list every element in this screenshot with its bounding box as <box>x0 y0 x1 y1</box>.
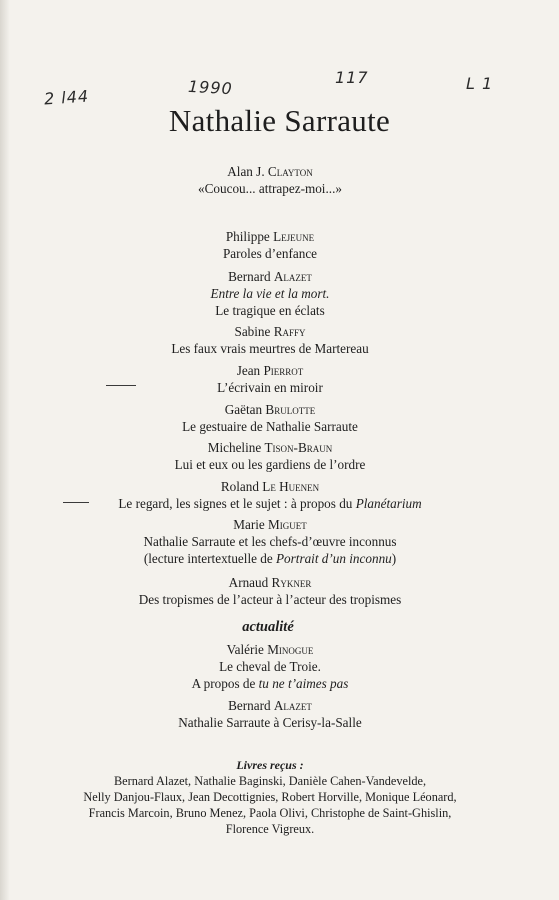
handwritten-annotation: 1990 <box>187 76 234 99</box>
article-entry <box>0 574 540 608</box>
article-entry <box>0 516 540 567</box>
article-entry <box>0 439 540 473</box>
article-entry <box>0 163 540 197</box>
article-title: Lui et eux ou les gardiens de l’ordre <box>174 457 366 472</box>
books-received-line: Bernard Alazet, Nathalie Baginski, Danièle Cahen-Vandevelde, <box>113 774 427 788</box>
article-title: Paroles d’enfance <box>222 246 318 261</box>
author: Bernard Alazet <box>228 698 312 713</box>
article-entry <box>0 268 540 319</box>
actualite-entry <box>0 641 540 692</box>
author: Gaëtan Brulotte <box>224 402 316 417</box>
article-title: L’écrivain en miroir <box>217 380 323 395</box>
article-title-italic: Entre la vie et la mort. <box>210 286 330 301</box>
article-title: Le cheval de Troie. <box>219 659 321 674</box>
page-title: Nathalie Sarraute <box>168 103 391 138</box>
author: Roland Le Huenen <box>220 479 320 494</box>
books-received-line: Florence Vigreux. <box>225 822 315 836</box>
article-entry <box>0 323 540 357</box>
article-title: Les faux vrais meurtres de Martereau <box>171 341 369 356</box>
author: Alan J. Clayton <box>227 164 313 179</box>
article-title: Des tropismes de l’acteur à l’acteur des tropismes <box>138 592 402 607</box>
author: Arnaud Rykner <box>228 575 312 590</box>
books-received-line: Nelly Danjou-Flaux, Jean Decottignies, Robert Horville, Monique Léonard, <box>83 790 457 804</box>
author: Valérie Minogue <box>226 642 314 657</box>
author: Bernard Alazet <box>228 269 312 284</box>
author: Marie Miguet <box>233 517 307 532</box>
handwritten-annotation: 117 <box>335 68 369 87</box>
author: Sabine Raffy <box>234 324 306 339</box>
actualite-entry <box>0 697 540 731</box>
article-title: Le tragique en éclats <box>215 303 325 318</box>
article-subtitle: (lecture intertextuelle de Portrait d’un inconnu) <box>143 551 397 566</box>
section-heading: actualité <box>242 619 294 635</box>
article-entry <box>0 478 540 512</box>
author: Jean Pierrot <box>236 363 304 378</box>
article-title: Nathalie Sarraute à Cerisy-la-Salle <box>178 715 362 730</box>
author: Philippe Lejeune <box>225 229 315 244</box>
author: Micheline Tison-Braun <box>207 440 333 455</box>
article-entry <box>0 362 540 396</box>
books-received-line: Francis Marcoin, Bruno Menez, Paola Olivi, Christophe de Saint-Ghislin, <box>88 806 452 820</box>
article-entry <box>0 228 540 262</box>
article-title: Le regard, les signes et le sujet : à propos du Planétarium <box>118 496 422 511</box>
article-title: Nathalie Sarraute et les chefs-d’œuvre inconnus <box>143 534 397 549</box>
books-received-heading: Livres reçus : <box>236 758 304 772</box>
handwritten-annotation: 2 l44 <box>43 86 90 109</box>
article-entry <box>0 401 540 435</box>
article-title: «Coucou... attrapez-moi...» <box>198 181 342 196</box>
books-received <box>0 757 540 837</box>
article-title: Le gestuaire de Nathalie Sarraute <box>182 419 358 434</box>
handwritten-annotation: L 1 <box>466 74 494 93</box>
article-subtitle: A propos de tu ne t’aimes pas <box>191 676 349 691</box>
